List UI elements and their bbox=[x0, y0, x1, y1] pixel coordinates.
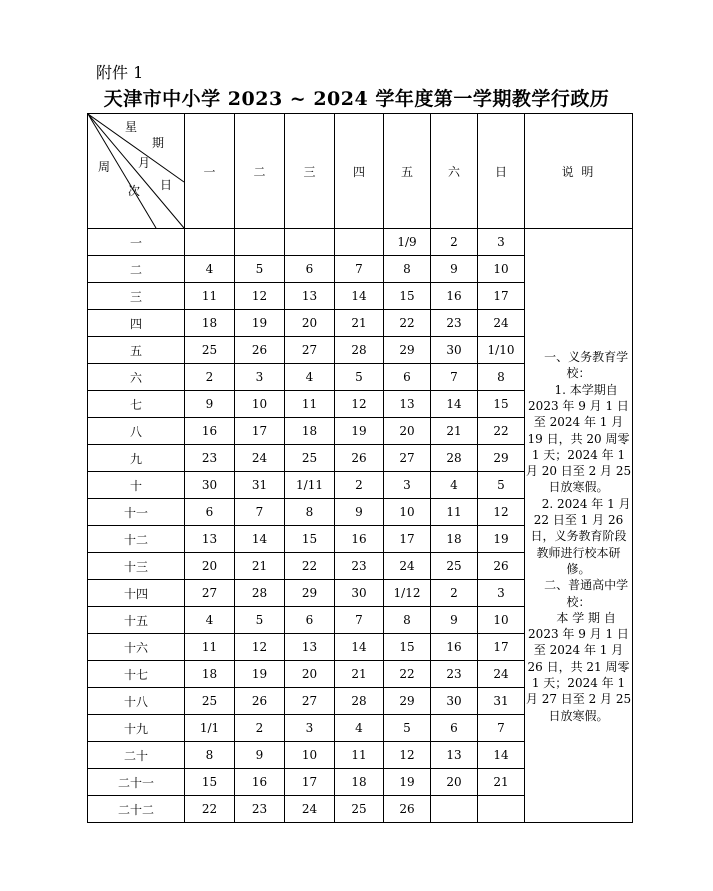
date-cell: 2 bbox=[185, 364, 235, 391]
date-cell: 27 bbox=[285, 337, 335, 364]
date-cell: 19 bbox=[478, 526, 525, 553]
date-cell: 7 bbox=[431, 364, 478, 391]
date-cell: 21 bbox=[431, 418, 478, 445]
date-cell: 1/10 bbox=[478, 337, 525, 364]
week-number: 三 bbox=[88, 283, 185, 310]
date-cell: 29 bbox=[384, 337, 431, 364]
date-cell: 30 bbox=[185, 472, 235, 499]
date-cell: 10 bbox=[285, 742, 335, 769]
date-cell: 5 bbox=[384, 715, 431, 742]
date-cell: 25 bbox=[335, 796, 384, 823]
date-cell: 25 bbox=[285, 445, 335, 472]
note-paragraph: 一、义务教育学校： bbox=[528, 350, 629, 381]
date-cell: 15 bbox=[285, 526, 335, 553]
corner-zhou: 周 bbox=[98, 160, 111, 174]
date-cell: 10 bbox=[384, 499, 431, 526]
date-cell: 22 bbox=[185, 796, 235, 823]
date-cell: 4 bbox=[335, 715, 384, 742]
date-cell bbox=[478, 796, 525, 823]
date-cell: 28 bbox=[335, 337, 384, 364]
date-cell: 16 bbox=[185, 418, 235, 445]
date-cell: 7 bbox=[335, 256, 384, 283]
week-number: 十五 bbox=[88, 607, 185, 634]
date-cell: 18 bbox=[335, 769, 384, 796]
date-cell: 14 bbox=[335, 634, 384, 661]
date-cell: 9 bbox=[431, 256, 478, 283]
date-cell: 21 bbox=[335, 661, 384, 688]
date-cell: 15 bbox=[478, 391, 525, 418]
week-number: 十四 bbox=[88, 580, 185, 607]
date-cell: 9 bbox=[185, 391, 235, 418]
date-cell: 1/11 bbox=[285, 472, 335, 499]
calendar-table bbox=[87, 113, 633, 823]
date-cell: 19 bbox=[335, 418, 384, 445]
date-cell: 13 bbox=[431, 742, 478, 769]
date-cell: 28 bbox=[235, 580, 285, 607]
date-cell: 5 bbox=[335, 364, 384, 391]
date-cell: 8 bbox=[384, 607, 431, 634]
date-cell: 5 bbox=[235, 607, 285, 634]
attachment-label: 附件 1 bbox=[96, 63, 144, 82]
date-cell: 10 bbox=[478, 607, 525, 634]
corner-xing: 星 bbox=[125, 120, 138, 134]
date-cell: 6 bbox=[384, 364, 431, 391]
date-cell: 14 bbox=[335, 283, 384, 310]
date-cell: 20 bbox=[185, 553, 235, 580]
week-number: 十 bbox=[88, 472, 185, 499]
date-cell: 27 bbox=[384, 445, 431, 472]
date-cell: 24 bbox=[478, 661, 525, 688]
date-cell: 23 bbox=[235, 796, 285, 823]
date-cell: 23 bbox=[185, 445, 235, 472]
date-cell: 3 bbox=[478, 229, 525, 256]
corner-ri: 日 bbox=[160, 178, 173, 192]
date-cell: 2 bbox=[335, 472, 384, 499]
date-cell: 29 bbox=[384, 688, 431, 715]
day-header: 一 bbox=[185, 114, 235, 229]
date-cell bbox=[185, 229, 235, 256]
date-cell: 21 bbox=[335, 310, 384, 337]
date-cell: 23 bbox=[431, 310, 478, 337]
date-cell: 30 bbox=[335, 580, 384, 607]
date-cell: 30 bbox=[431, 688, 478, 715]
week-number: 十九 bbox=[88, 715, 185, 742]
date-cell: 15 bbox=[384, 283, 431, 310]
date-cell: 31 bbox=[478, 688, 525, 715]
date-cell: 8 bbox=[478, 364, 525, 391]
week-number: 十七 bbox=[88, 661, 185, 688]
date-cell: 8 bbox=[185, 742, 235, 769]
week-number: 十八 bbox=[88, 688, 185, 715]
date-cell: 4 bbox=[431, 472, 478, 499]
week-number: 六 bbox=[88, 364, 185, 391]
date-cell: 25 bbox=[185, 688, 235, 715]
date-cell: 6 bbox=[285, 607, 335, 634]
date-cell: 24 bbox=[478, 310, 525, 337]
week-number: 八 bbox=[88, 418, 185, 445]
date-cell: 9 bbox=[431, 607, 478, 634]
week-number: 七 bbox=[88, 391, 185, 418]
corner-ci: 次 bbox=[128, 184, 141, 198]
date-cell: 12 bbox=[335, 391, 384, 418]
date-cell: 13 bbox=[285, 283, 335, 310]
week-number: 一 bbox=[88, 229, 185, 256]
date-cell: 11 bbox=[431, 499, 478, 526]
week-number: 四 bbox=[88, 310, 185, 337]
date-cell: 17 bbox=[235, 418, 285, 445]
date-cell: 16 bbox=[235, 769, 285, 796]
week-number: 五 bbox=[88, 337, 185, 364]
date-cell: 12 bbox=[235, 634, 285, 661]
date-cell: 28 bbox=[335, 688, 384, 715]
date-cell: 29 bbox=[285, 580, 335, 607]
date-cell: 1/9 bbox=[384, 229, 431, 256]
date-cell: 22 bbox=[384, 310, 431, 337]
date-cell: 17 bbox=[478, 634, 525, 661]
notes-header: 说 明 bbox=[525, 114, 633, 229]
date-cell: 15 bbox=[384, 634, 431, 661]
date-cell: 24 bbox=[285, 796, 335, 823]
week-number: 二十二 bbox=[88, 796, 185, 823]
date-cell: 6 bbox=[285, 256, 335, 283]
date-cell: 17 bbox=[285, 769, 335, 796]
date-cell: 28 bbox=[431, 445, 478, 472]
week-number: 十一 bbox=[88, 499, 185, 526]
date-cell: 25 bbox=[431, 553, 478, 580]
date-cell: 11 bbox=[335, 742, 384, 769]
day-header: 日 bbox=[478, 114, 525, 229]
date-cell: 5 bbox=[478, 472, 525, 499]
date-cell: 10 bbox=[235, 391, 285, 418]
date-cell: 22 bbox=[478, 418, 525, 445]
week-number: 十三 bbox=[88, 553, 185, 580]
week-row bbox=[88, 229, 633, 256]
date-cell: 20 bbox=[431, 769, 478, 796]
day-header: 五 bbox=[384, 114, 431, 229]
day-header: 六 bbox=[431, 114, 478, 229]
note-paragraph: 二、普通高中学校： bbox=[528, 578, 629, 609]
date-cell: 11 bbox=[185, 634, 235, 661]
date-cell: 20 bbox=[285, 661, 335, 688]
week-number: 九 bbox=[88, 445, 185, 472]
date-cell: 26 bbox=[235, 688, 285, 715]
date-cell: 2 bbox=[235, 715, 285, 742]
date-cell: 26 bbox=[335, 445, 384, 472]
day-header: 四 bbox=[335, 114, 384, 229]
day-header: 三 bbox=[285, 114, 335, 229]
date-cell bbox=[335, 229, 384, 256]
note-paragraph: 2. 2024 年 1 月 22 日至 1 月 26 日，义务教育阶段教师进行校本研修。 bbox=[526, 496, 635, 576]
corner-header bbox=[88, 114, 185, 229]
date-cell: 24 bbox=[384, 553, 431, 580]
date-cell: 31 bbox=[235, 472, 285, 499]
date-cell: 30 bbox=[431, 337, 478, 364]
date-cell: 23 bbox=[431, 661, 478, 688]
date-cell: 21 bbox=[235, 553, 285, 580]
date-cell: 18 bbox=[185, 310, 235, 337]
date-cell: 11 bbox=[285, 391, 335, 418]
page-title: 天津市中小学 2023 ~ 2024 学年度第一学期教学行政历 bbox=[103, 88, 610, 110]
date-cell: 12 bbox=[235, 283, 285, 310]
date-cell: 4 bbox=[185, 256, 235, 283]
date-cell: 13 bbox=[185, 526, 235, 553]
date-cell: 3 bbox=[285, 715, 335, 742]
date-cell: 4 bbox=[185, 607, 235, 634]
date-cell: 26 bbox=[235, 337, 285, 364]
date-cell: 18 bbox=[185, 661, 235, 688]
date-cell: 10 bbox=[478, 256, 525, 283]
date-cell: 3 bbox=[235, 364, 285, 391]
date-cell: 23 bbox=[335, 553, 384, 580]
week-number: 二十一 bbox=[88, 769, 185, 796]
date-cell: 15 bbox=[185, 769, 235, 796]
week-number: 十二 bbox=[88, 526, 185, 553]
date-cell: 27 bbox=[185, 580, 235, 607]
date-cell: 13 bbox=[384, 391, 431, 418]
date-cell: 9 bbox=[335, 499, 384, 526]
header-row bbox=[88, 114, 633, 229]
date-cell: 1/12 bbox=[384, 580, 431, 607]
date-cell: 8 bbox=[384, 256, 431, 283]
date-cell: 14 bbox=[235, 526, 285, 553]
date-cell: 14 bbox=[478, 742, 525, 769]
date-cell: 26 bbox=[478, 553, 525, 580]
date-cell: 11 bbox=[185, 283, 235, 310]
date-cell: 12 bbox=[384, 742, 431, 769]
week-number: 十六 bbox=[88, 634, 185, 661]
date-cell: 7 bbox=[335, 607, 384, 634]
date-cell: 7 bbox=[478, 715, 525, 742]
date-cell: 6 bbox=[431, 715, 478, 742]
date-cell: 7 bbox=[235, 499, 285, 526]
date-cell: 4 bbox=[285, 364, 335, 391]
date-cell bbox=[235, 229, 285, 256]
date-cell: 25 bbox=[185, 337, 235, 364]
date-cell: 3 bbox=[478, 580, 525, 607]
date-cell: 16 bbox=[335, 526, 384, 553]
week-number: 二十 bbox=[88, 742, 185, 769]
date-cell: 27 bbox=[285, 688, 335, 715]
note-paragraph: 1. 本学期自 2023 年 9 月 1 日至 2024 年 1 月 19 日，共 20 周零 1 天；2024 年 1 月 20 日至 2 月 25 日放寒假。 bbox=[525, 382, 635, 495]
date-cell: 14 bbox=[431, 391, 478, 418]
week-number: 二 bbox=[88, 256, 185, 283]
date-cell bbox=[431, 796, 478, 823]
date-cell: 2 bbox=[431, 580, 478, 607]
date-cell: 5 bbox=[235, 256, 285, 283]
date-cell: 20 bbox=[384, 418, 431, 445]
date-cell: 22 bbox=[384, 661, 431, 688]
date-cell: 1/1 bbox=[185, 715, 235, 742]
date-cell: 13 bbox=[285, 634, 335, 661]
date-cell: 26 bbox=[384, 796, 431, 823]
date-cell bbox=[285, 229, 335, 256]
date-cell: 19 bbox=[235, 661, 285, 688]
date-cell: 16 bbox=[431, 634, 478, 661]
date-cell: 18 bbox=[431, 526, 478, 553]
date-cell: 19 bbox=[235, 310, 285, 337]
date-cell: 6 bbox=[185, 499, 235, 526]
date-cell: 3 bbox=[384, 472, 431, 499]
date-cell: 2 bbox=[431, 229, 478, 256]
date-cell: 19 bbox=[384, 769, 431, 796]
date-cell: 17 bbox=[478, 283, 525, 310]
date-cell: 9 bbox=[235, 742, 285, 769]
date-cell: 29 bbox=[478, 445, 525, 472]
corner-qi: 期 bbox=[152, 136, 165, 150]
date-cell: 8 bbox=[285, 499, 335, 526]
date-cell: 12 bbox=[478, 499, 525, 526]
calendar-body bbox=[88, 229, 633, 823]
date-cell: 16 bbox=[431, 283, 478, 310]
date-cell: 18 bbox=[285, 418, 335, 445]
corner-yue: 月 bbox=[138, 156, 151, 170]
date-cell: 24 bbox=[235, 445, 285, 472]
notes-cell bbox=[525, 229, 633, 823]
date-cell: 20 bbox=[285, 310, 335, 337]
date-cell: 21 bbox=[478, 769, 525, 796]
day-header: 二 bbox=[235, 114, 285, 229]
date-cell: 22 bbox=[285, 553, 335, 580]
note-paragraph: 本 学 期 自 2023 年 9 月 1 日至 2024 年 1 月 26 日，共 21 周零 1 天；2024 年 1 月 27 日至 2 月 25 日放寒假。 bbox=[525, 610, 635, 723]
date-cell: 17 bbox=[384, 526, 431, 553]
